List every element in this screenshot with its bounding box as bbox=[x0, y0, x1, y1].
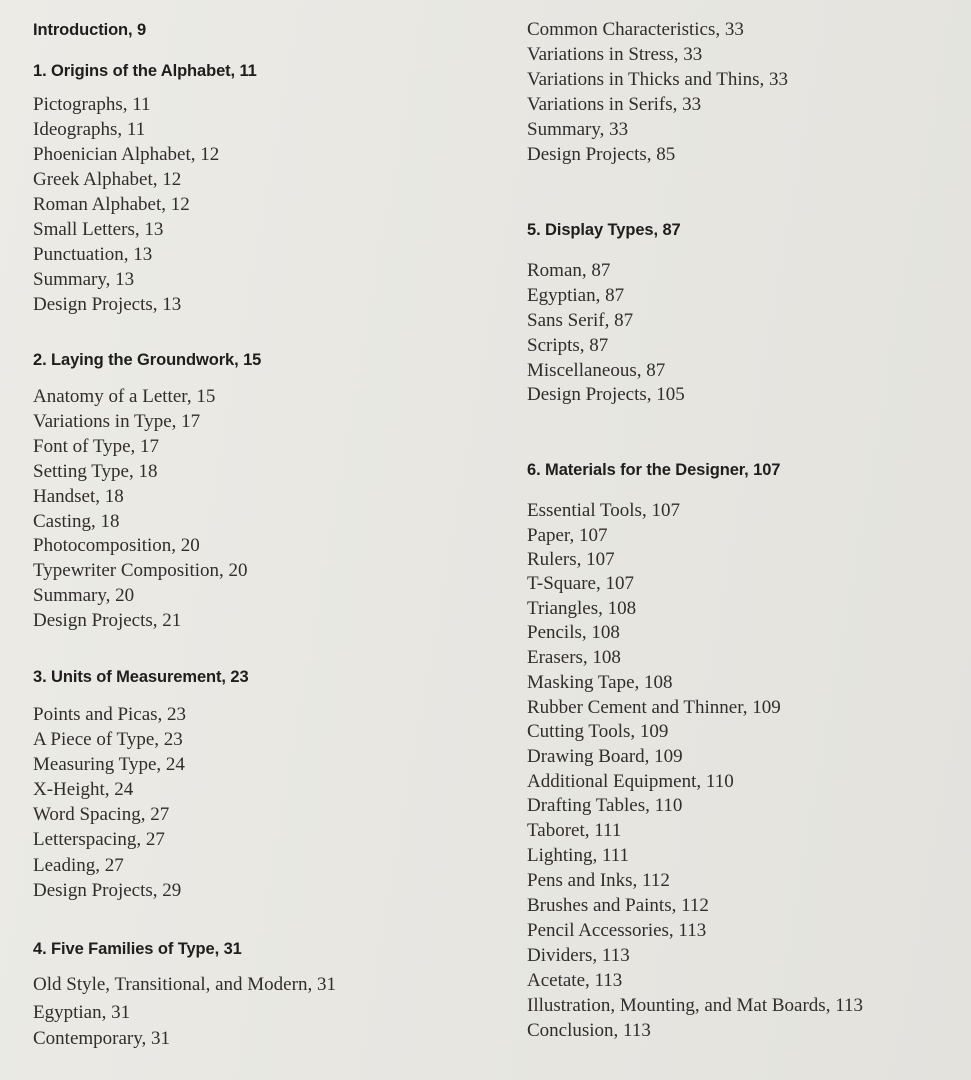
toc-entry: Photocomposition, 20 bbox=[33, 535, 200, 556]
toc-entry: Punctuation, 13 bbox=[33, 244, 153, 265]
toc-entry: Summary, 20 bbox=[33, 585, 135, 606]
toc-entry: Design Projects, 13 bbox=[33, 294, 182, 315]
chapter-5-heading: 5. Display Types, 87 bbox=[527, 221, 681, 239]
toc-entry: Common Characteristics, 33 bbox=[527, 19, 744, 40]
chapter-3-heading: 3. Units of Measurement, 23 bbox=[33, 668, 249, 686]
toc-entry: Variations in Serifs, 33 bbox=[527, 94, 702, 115]
toc-intro-heading: Introduction, 9 bbox=[33, 21, 147, 39]
toc-entry: Paper, 107 bbox=[527, 525, 608, 546]
toc-entry: Variations in Stress, 33 bbox=[527, 44, 703, 65]
toc-entry: Pictographs, 11 bbox=[33, 94, 151, 115]
toc-entry: Drafting Tables, 110 bbox=[527, 795, 683, 816]
toc-entry: Pens and Inks, 112 bbox=[527, 870, 670, 891]
chapter-2-heading: 2. Laying the Groundwork, 15 bbox=[33, 351, 262, 369]
toc-entry: Sans Serif, 87 bbox=[527, 310, 634, 331]
toc-entry: Design Projects, 21 bbox=[33, 610, 182, 631]
toc-entry: Contemporary, 31 bbox=[33, 1028, 171, 1049]
toc-entry: Small Letters, 13 bbox=[33, 219, 164, 240]
toc-entry: Measuring Type, 24 bbox=[33, 754, 185, 775]
toc-entry: Ideographs, 11 bbox=[33, 119, 146, 140]
toc-entry: Leading, 27 bbox=[33, 855, 124, 876]
toc-entry: Egyptian, 87 bbox=[527, 285, 625, 306]
toc-entry: Egyptian, 31 bbox=[33, 1002, 131, 1023]
toc-entry: Old Style, Transitional, and Modern, 31 bbox=[33, 974, 336, 995]
toc-entry: Points and Picas, 23 bbox=[33, 704, 187, 725]
toc-entry: Drawing Board, 109 bbox=[527, 746, 683, 767]
toc-entry: Summary, 33 bbox=[527, 119, 629, 140]
toc-entry: Rubber Cement and Thinner, 109 bbox=[527, 697, 781, 718]
chapter-1-heading: 1. Origins of the Alphabet, 11 bbox=[33, 62, 257, 80]
toc-entry: Pencil Accessories, 113 bbox=[527, 920, 707, 941]
toc-entry: Acetate, 113 bbox=[527, 970, 623, 991]
toc-entry: Taboret, 111 bbox=[527, 820, 622, 841]
toc-entry: Cutting Tools, 109 bbox=[527, 721, 669, 742]
toc-entry: Pencils, 108 bbox=[527, 622, 620, 643]
toc-entry: Design Projects, 85 bbox=[527, 144, 676, 165]
chapter-4-heading: 4. Five Families of Type, 31 bbox=[33, 940, 242, 958]
toc-entry: Letterspacing, 27 bbox=[33, 829, 165, 850]
toc-entry: A Piece of Type, 23 bbox=[33, 729, 183, 750]
toc-entry: Scripts, 87 bbox=[527, 335, 609, 356]
toc-entry: Design Projects, 105 bbox=[527, 384, 685, 405]
toc-entry: Word Spacing, 27 bbox=[33, 804, 170, 825]
toc-entry: Triangles, 108 bbox=[527, 598, 637, 619]
toc-entry: Erasers, 108 bbox=[527, 647, 621, 668]
toc-entry: Summary, 13 bbox=[33, 269, 135, 290]
toc-entry: Setting Type, 18 bbox=[33, 461, 158, 482]
toc-entry: Greek Alphabet, 12 bbox=[33, 169, 182, 190]
toc-entry: Design Projects, 29 bbox=[33, 880, 182, 901]
toc-entry: T-Square, 107 bbox=[527, 573, 634, 594]
toc-entry: Anatomy of a Letter, 15 bbox=[33, 386, 216, 407]
toc-entry: Font of Type, 17 bbox=[33, 436, 160, 457]
toc-entry: Phoenician Alphabet, 12 bbox=[33, 144, 220, 165]
toc-entry: X-Height, 24 bbox=[33, 779, 134, 800]
toc-entry: Handset, 18 bbox=[33, 486, 124, 507]
toc-entry: Roman, 87 bbox=[527, 260, 611, 281]
toc-entry: Additional Equipment, 110 bbox=[527, 771, 734, 792]
toc-entry: Variations in Type, 17 bbox=[33, 411, 201, 432]
toc-entry: Illustration, Mounting, and Mat Boards, 113 bbox=[527, 995, 863, 1016]
chapter-6-heading: 6. Materials for the Designer, 107 bbox=[527, 461, 781, 479]
toc-entry: Miscellaneous, 87 bbox=[527, 360, 666, 381]
toc-entry: Conclusion, 113 bbox=[527, 1020, 651, 1041]
toc-entry: Essential Tools, 107 bbox=[527, 500, 680, 521]
toc-entry: Lighting, 111 bbox=[527, 845, 630, 866]
toc-entry: Roman Alphabet, 12 bbox=[33, 194, 190, 215]
toc-entry: Variations in Thicks and Thins, 33 bbox=[527, 69, 789, 90]
toc-entry: Masking Tape, 108 bbox=[527, 672, 673, 693]
toc-entry: Dividers, 113 bbox=[527, 945, 630, 966]
toc-entry: Brushes and Paints, 112 bbox=[527, 895, 709, 916]
toc-entry: Typewriter Composition, 20 bbox=[33, 560, 248, 581]
toc-entry: Rulers, 107 bbox=[527, 549, 615, 570]
toc-entry: Casting, 18 bbox=[33, 511, 120, 532]
